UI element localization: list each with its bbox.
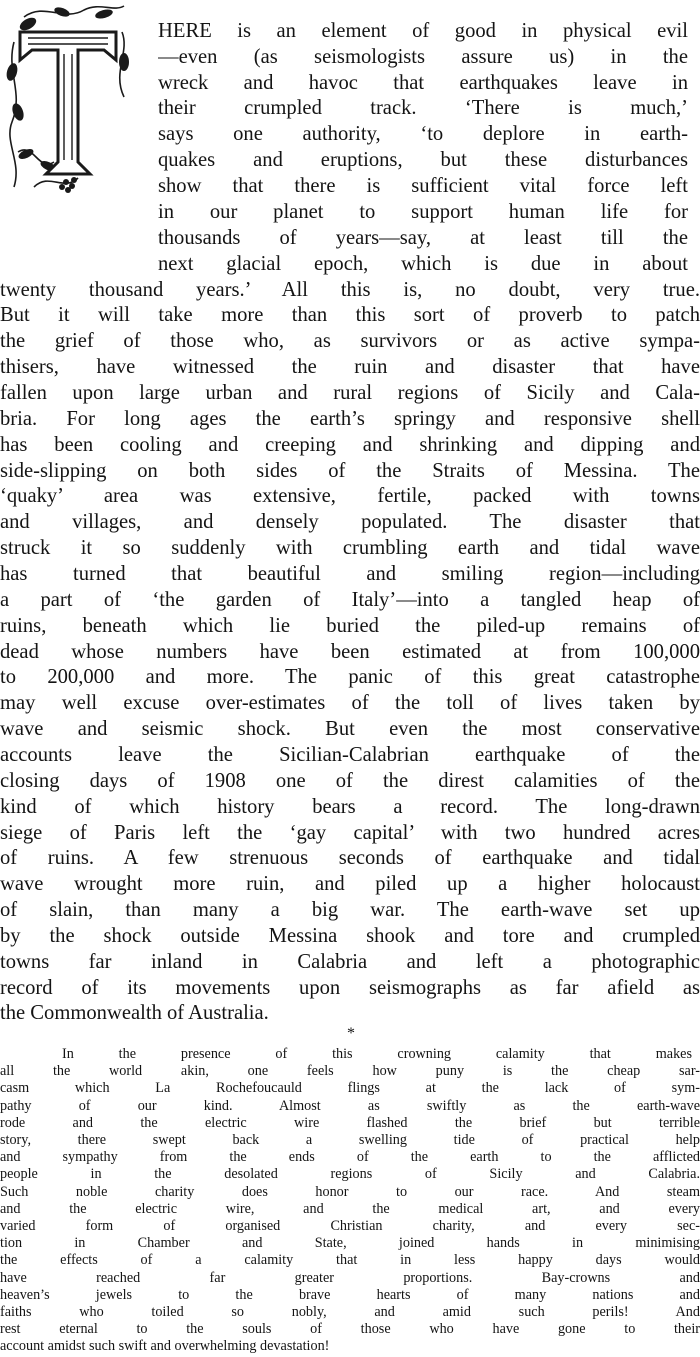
text-line: record of its movements upon seismographs as far afield as [0,977,700,999]
text-line: heaven’s jewels to the brave hearts of many nations and [0,1286,700,1303]
text-line: twenty thousand years.’ All this is, no doubt, very true. [0,279,700,301]
text-line: thousands of years—say, at least till the [158,227,688,249]
text-line: fallen upon large urban and rural regions of Sicily and Cala- [0,382,700,404]
text-line: by the shock outside Messina shook and tore and crumpled [0,925,700,947]
text-line: and the electric wire, and the medical art, and every [0,1200,700,1217]
text-line: and villages, and densely populated. The disaster that [0,511,700,533]
text-line: people in the desolated regions of Sicily and Calabria. [0,1166,700,1183]
text-line: dead whose numbers have been estimated at from 100,000 [0,641,700,663]
text-line: story, there swept back a swelling tide of practical help [0,1132,700,1148]
text-line: siege of Paris left the ‘gay capital’ with two hundred acres [0,822,700,844]
text-line: —even (as seismologists assure us) in the [158,46,688,68]
text-line: to 200,000 and more. The panic of this great catastrophe [0,666,700,688]
text-line: accounts leave the Sicilian-Calabrian earthquake of the [0,744,700,766]
text-line: all the world akin, one feels how puny is the cheap sar- [0,1063,700,1080]
text-line: bria. For long ages the earth’s springy and responsive shell [0,408,700,430]
text-line: says one authority, ‘to deplore in earth- [158,123,688,145]
text-line: account amidst such swift and overwhelming devastation! [0,1338,330,1355]
text-line: ruins, beneath which lie buried the piled-up remains of [0,615,700,637]
text-line: faiths who toiled so nobly, and amid such perils! And [0,1304,700,1320]
text-line: pathy of our kind. Almost as swiftly as the earth-wave [0,1097,700,1114]
text-line: their crumpled track. ‘There is much,’ [158,97,688,119]
text-line: of ruins. A few strenuous seconds of earthquake and tidal [0,847,700,869]
text-line: may well excuse over-estimates of the toll of lives taken by [0,692,700,714]
text-line: struck it so suddenly with crumbling earth and tidal wave [0,537,700,559]
text-line: has turned that beautiful and smiling region—including [0,563,700,585]
text-line: in our planet to support human life for [158,201,688,223]
text-line: rest eternal to the souls of those who have gone to their [0,1321,700,1338]
text-line: quakes and eruptions, but these disturbances [158,149,688,171]
text-line: kind of which history bears a record. The long-drawn [0,796,700,818]
text-line: Such noble charity does honor to our race. And steam [0,1183,700,1200]
text-line: the Commonwealth of Australia. [0,1002,269,1024]
text-line: casm which La Rochefoucauld flings at the lack of sym- [0,1080,700,1097]
text-line: wave and seismic shock. But even the most conservative [0,718,700,740]
text-line: rode and the electric wire flashed the brief but terrible [0,1114,700,1131]
text-line: wreck and havoc that earthquakes leave in [158,72,688,94]
text-line: In the presence of this crowning calamity that makes [62,1046,692,1062]
text-line: has been cooling and creeping and shrinking and dipping and [0,434,700,456]
text-line: the effects of a calamity that in less happy days would [0,1252,700,1269]
text-line: varied form of organised Christian charity, and every sec- [0,1218,700,1234]
text-line: ‘quaky’ area was extensive, fertile, packed with towns [0,485,700,507]
section-separator: * [347,1025,355,1042]
ornamental-drop-cap-t [4,2,132,198]
text-line: of slain, than many a big war. The earth-wave set up [0,899,700,921]
text-line: thisers, have witnessed the ruin and disaster that have [0,356,700,378]
text-line: and sympathy from the ends of the earth to the afflicted [0,1149,700,1166]
text-line: the grief of those who, as survivors or as active sympa- [0,330,700,352]
text-line: next glacial epoch, which is due in about [158,253,688,275]
text-line: But it will take more than this sort of proverb to patch [0,304,700,326]
text-line: have reached far greater proportions. Bay-crowns and [0,1269,700,1286]
text-line: a part of ‘the garden of Italy’—into a tangled heap of [0,589,700,611]
text-line: side-slipping on both sides of the Straits of Messina. The [0,460,700,482]
text-line: tion in Chamber and State, joined hands in minimising [0,1235,700,1252]
text-line: HERE is an element of good in physical evil [158,20,688,42]
text-line: closing days of 1908 one of the direst calamities of the [0,770,700,792]
text-line: wave wrought more ruin, and piled up a higher holocaust [0,873,700,895]
text-line: towns far inland in Calabria and left a photographic [0,951,700,973]
text-line: show that there is sufficient vital force left [158,175,688,197]
